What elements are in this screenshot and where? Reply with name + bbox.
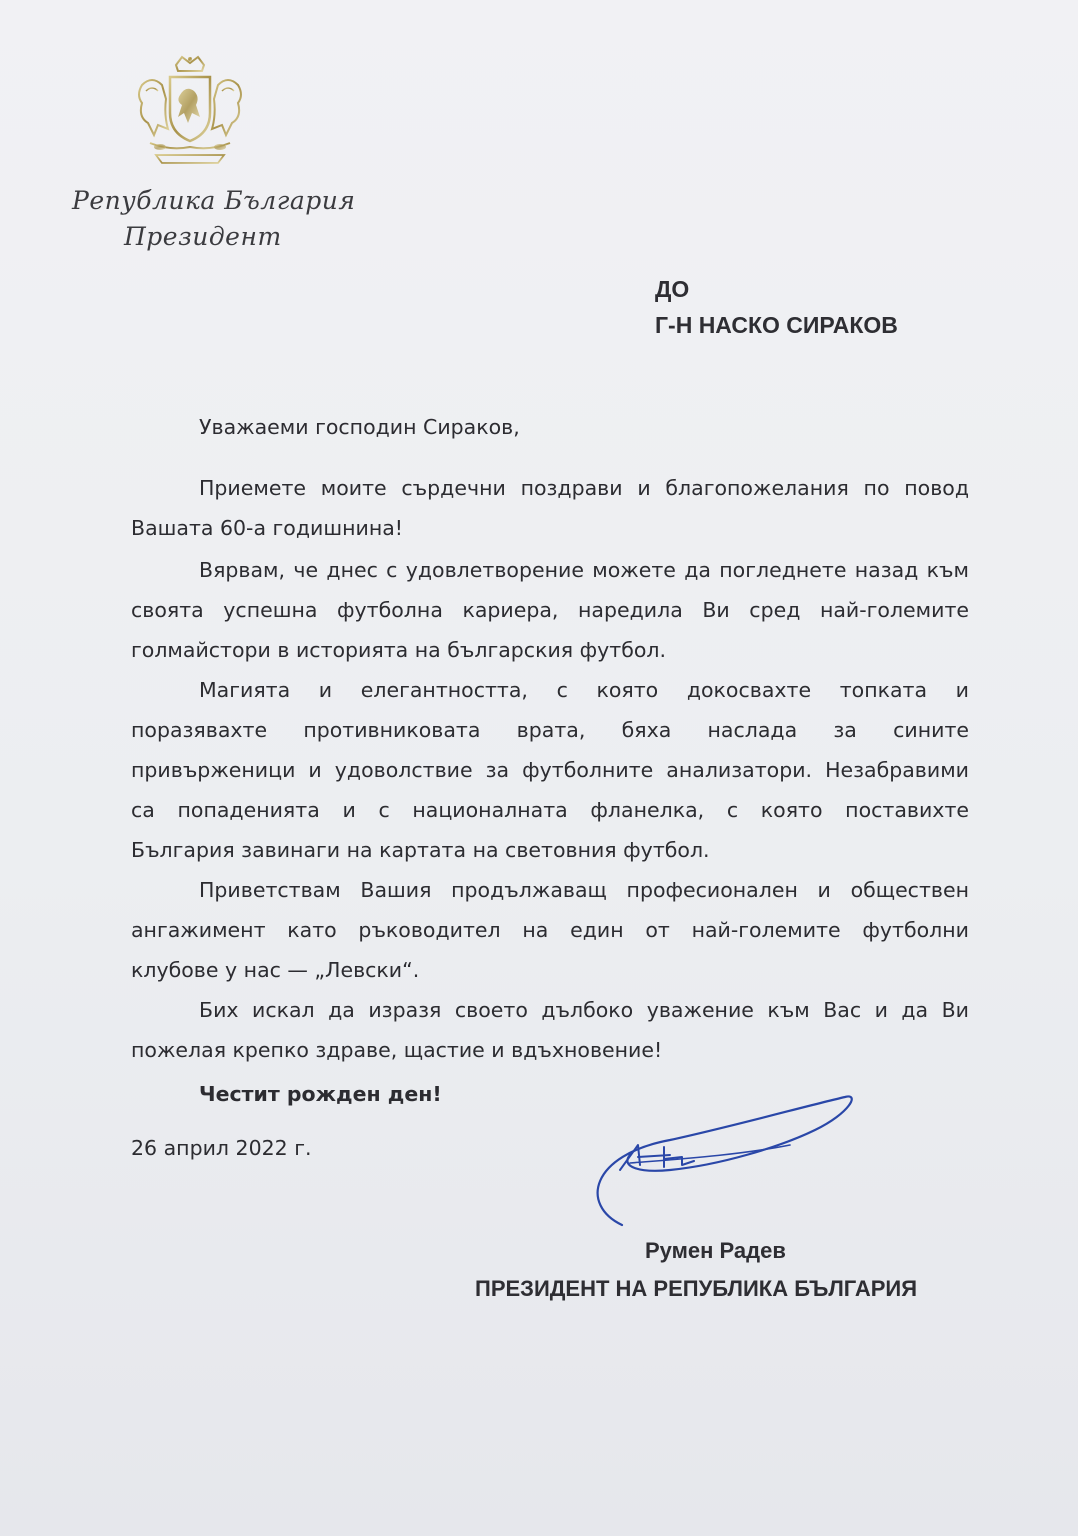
paragraph-4-line-1: Приветствам Вашия продължаващ професионален и обществен — [199, 878, 969, 902]
signatory-title: ПРЕЗИДЕНТ НА РЕПУБЛИКА БЪЛГАРИЯ — [475, 1276, 918, 1301]
letterhead-republic: Република България — [72, 186, 356, 215]
paragraph-1-line-1: Приемете моите сърдечни поздрави и благопожелания по повод — [199, 476, 969, 500]
paragraph-5-line-2: пожелая крепко здраве, щастие и вдъхновение! — [131, 1038, 663, 1062]
paragraph-2-line-1: Вярвам, че днес с удовлетворение можете да погледнете назад към — [199, 558, 969, 582]
salutation: Уважаеми господин Сираков, — [199, 415, 520, 439]
paragraph-4-line-2: ангажимент като ръководител на един от най-големите футболни — [131, 918, 969, 942]
paragraph-4-line-3: клубове у нас — „Левски“. — [131, 958, 420, 982]
paragraph-2-line-3: голмайстори в историята на българския футбол. — [131, 638, 667, 662]
letter-date: 26 април 2022 г. — [131, 1136, 312, 1160]
paragraph-2-line-2: своята успешна футболна кариера, наредила Ви сред най-големите — [131, 598, 969, 622]
address-recipient: Г-Н НАСКО СИРАКОВ — [655, 312, 898, 338]
paragraph-3-line-1: Магията и елегантността, с която докосвахте топката и — [199, 678, 969, 702]
closing-greeting: Честит рожден ден! — [199, 1082, 442, 1106]
paragraph-3-line-2: поразявахте противниковата врата, бяха наслада за сините — [131, 718, 969, 742]
paragraph-5-line-1: Бих искал да изразя своето дълбоко уважение към Вас и да Ви — [199, 998, 969, 1022]
paragraph-1-line-2: Вашата 60-а годишнина! — [131, 516, 404, 540]
address-to: ДО — [655, 276, 690, 302]
paragraph-3-line-3: привърженици и удоволствие за футболните анализатори. Незабравими — [131, 758, 969, 782]
signatory-name: Румен Радев — [645, 1238, 786, 1263]
paragraph-3-line-4: са попаденията и с националната фланелка, с която поставихте — [131, 798, 969, 822]
coat-of-arms-emblem-icon — [130, 55, 250, 167]
paragraph-3-line-5: България завинаги на картата на световния футбол. — [131, 838, 710, 862]
letterhead-president: Президент — [124, 222, 282, 251]
handwritten-signature — [560, 1085, 860, 1235]
